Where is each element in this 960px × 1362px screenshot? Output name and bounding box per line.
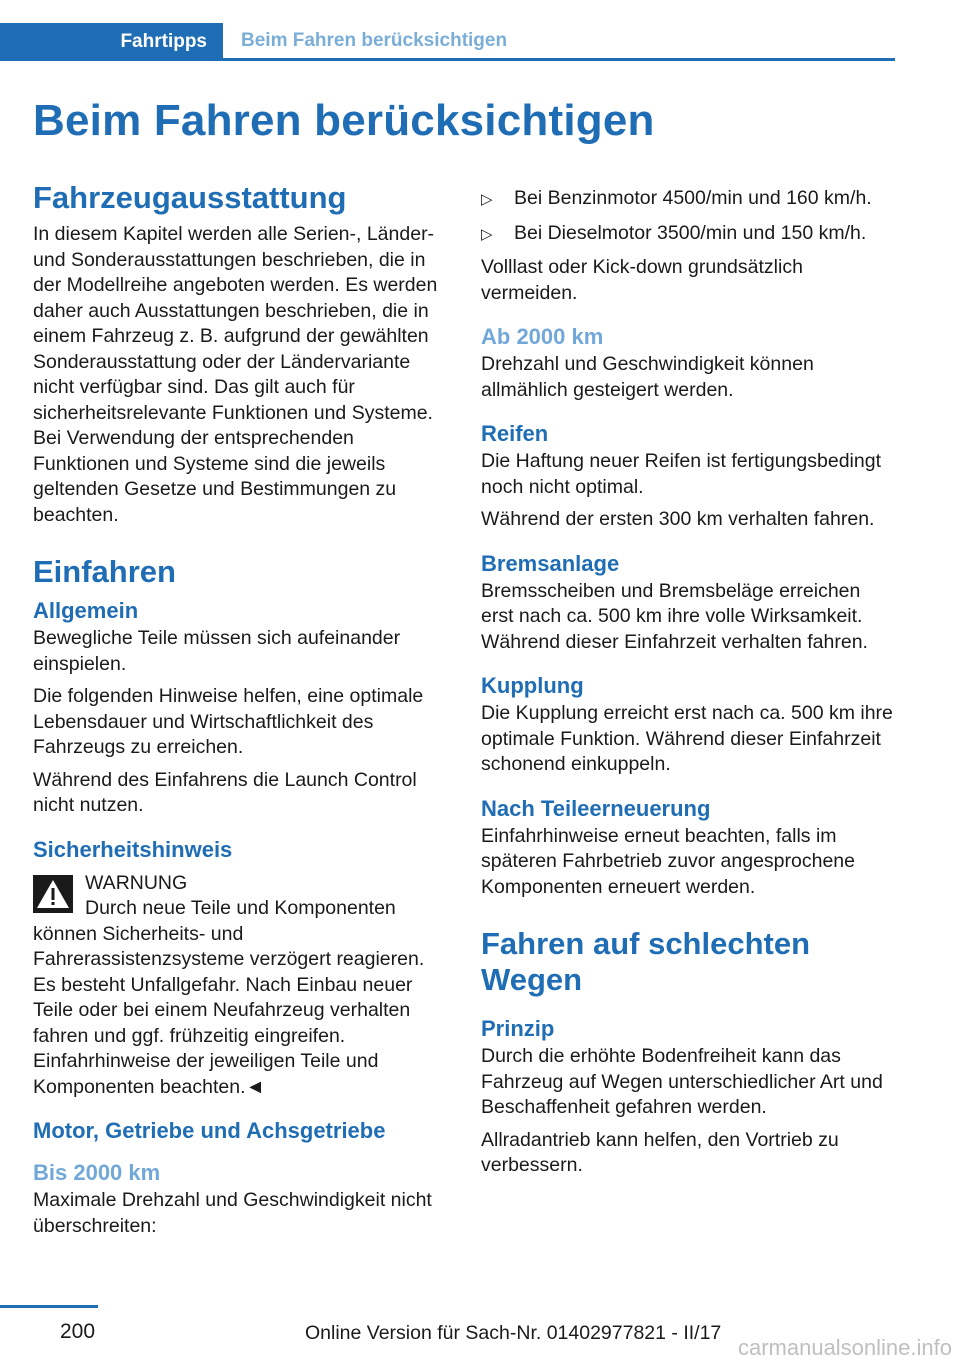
paragraph-bremsanlage: Bremsscheiben und Bremsbeläge erreichen erst nach ca. 500 km ihre volle Wirksamkeit. Während dieser Einfahrzeit verhalten fahren. [481, 579, 868, 653]
paragraph-prinzip-1: Durch die erhöhte Bodenfreiheit kann das Fahrzeug auf Wegen unterschiedlicher Art und Beschaffenheit gefahren werden. [481, 1045, 883, 1118]
paragraph-volllast: Volllast oder Kick-down grundsätzlich vermeiden. [481, 256, 803, 304]
paragraph-allgemein-2: Die folgenden Hinweise helfen, eine optimale Lebensdauer und Wirtschaftlichkeit des Fahrzeugs zu erreichen. [33, 685, 424, 758]
heading-sicherheitshinweis: Sicherheitshinweis [33, 836, 233, 862]
heading-bis-2000-km: Bis 2000 km [33, 1160, 161, 1185]
heading-einfahren: Einfahren [33, 554, 176, 589]
paragraph-kupplung: Die Kupplung erreicht erst nach ca. 500 km ihre optimale Funktion. Während dieser Einfahrzeit schonend einkuppeln. [481, 702, 893, 775]
paragraph-allgemein-3: Während des Einfahrens die Launch Control nicht nutzen. [33, 768, 417, 816]
page-title: Beim Fahren berücksichtigen [33, 96, 655, 145]
paragraph-fahrzeugausstattung: In diesem Kapitel werden alle Serien-, Länder- und Sonderausstattungen beschrieben, die in der Modellreihe angeboten werden. Es werden daher auch Ausstattungen beschrieben, die in einem Fahrzeug z. B. aufgrund der gewählten Sonderausstattung oder der Ländervariante nicht verfügbar sind. Das gilt auch für sicherheitsrelevante Funktionen und Systeme. Bei Verwendung der entsprechenden Funktionen und Systeme sind die jeweils geltenden Gesetze und Bestimmungen zu beachten. [33, 223, 438, 526]
heading-ab-2000-km: Ab 2000 km [481, 324, 604, 349]
paragraph-bis-2000-km: Maximale Drehzahl und Geschwindigkeit nicht überschreiten: [33, 1189, 432, 1237]
warning-triangle-icon [33, 875, 73, 913]
warning-title: WARNUNG [85, 871, 188, 894]
heading-nach-teileerneuerung: Nach Teileerneuerung [481, 795, 711, 821]
paragraph-prinzip-2: Allradantrieb kann helfen, den Vortrieb zu verbessern. [481, 1128, 839, 1176]
warning-block [33, 871, 447, 1101]
list-item-text: Bei Dieselmotor 3500/min und 150 km/h. [514, 221, 867, 244]
heading-motor-getriebe: Motor, Getriebe und Achsgetriebe [33, 1118, 386, 1143]
page-number: 200 [60, 1320, 96, 1343]
footer-rule [0, 1305, 98, 1308]
list-item [481, 221, 895, 248]
paragraph-reifen-2: Während der ersten 300 km verhalten fahren. [481, 508, 875, 530]
right-column [481, 186, 895, 1186]
list-item [481, 186, 895, 213]
left-column [33, 180, 447, 1246]
paragraph-allgemein-1: Bewegliche Teile müssen sich aufeinander einspielen. [33, 627, 401, 675]
online-version-note: Online Version für Sach-Nr. 01402977821 - II/17 [305, 1322, 722, 1344]
paragraph-ab-2000-km: Drehzahl und Geschwindigkeit können allmählich gesteigert werden. [481, 353, 814, 401]
heading-allgemein: Allgemein [33, 598, 139, 623]
tab-section[interactable]: Beim Fahren berücksichtigen [223, 23, 895, 61]
heading-reifen: Reifen [481, 421, 549, 446]
list-item-text: Bei Benzinmotor 4500/min und 160 km/h. [514, 187, 872, 209]
header-tabbar [0, 23, 895, 61]
paragraph-nach-teileerneuerung: Einfahrhinweise erneut beachten, falls im späteren Fahrbetrieb zuvor angesprochene Komponenten erneuert werden. [481, 824, 855, 898]
heading-fahrzeugausstattung: Fahrzeugausstattung [33, 180, 347, 215]
paragraph-reifen-1: Die Haftung neuer Reifen ist fertigungsbedingt noch nicht optimal. [481, 450, 881, 498]
heading-bremsanlage: Bremsanlage [481, 550, 620, 576]
warning-text: Durch neue Teile und Komponenten können Sicherheits- und Fahrerassistenzsysteme verzögert reagieren. Es besteht Unfallgefahr. Nach Einbau neuer Teile oder bei einem Neufahrzeug verhalten fahren und ggf. frühzeitig eingreifen. Einfahrhinweise der jeweiligen Teile und Komponenten beachten.◄ [33, 897, 425, 1098]
tab-fahrtipps[interactable]: Fahrtipps [0, 23, 223, 61]
heading-prinzip: Prinzip [481, 1016, 555, 1041]
heading-fahren-schlechte-wege: Fahren auf schlechten Wegen [481, 926, 811, 997]
triangle-bullet-icon: ▷ [481, 225, 493, 243]
heading-kupplung: Kupplung [481, 673, 584, 698]
watermark: carmanualsonline.info [737, 1335, 952, 1360]
triangle-bullet-icon: ▷ [481, 191, 493, 208]
